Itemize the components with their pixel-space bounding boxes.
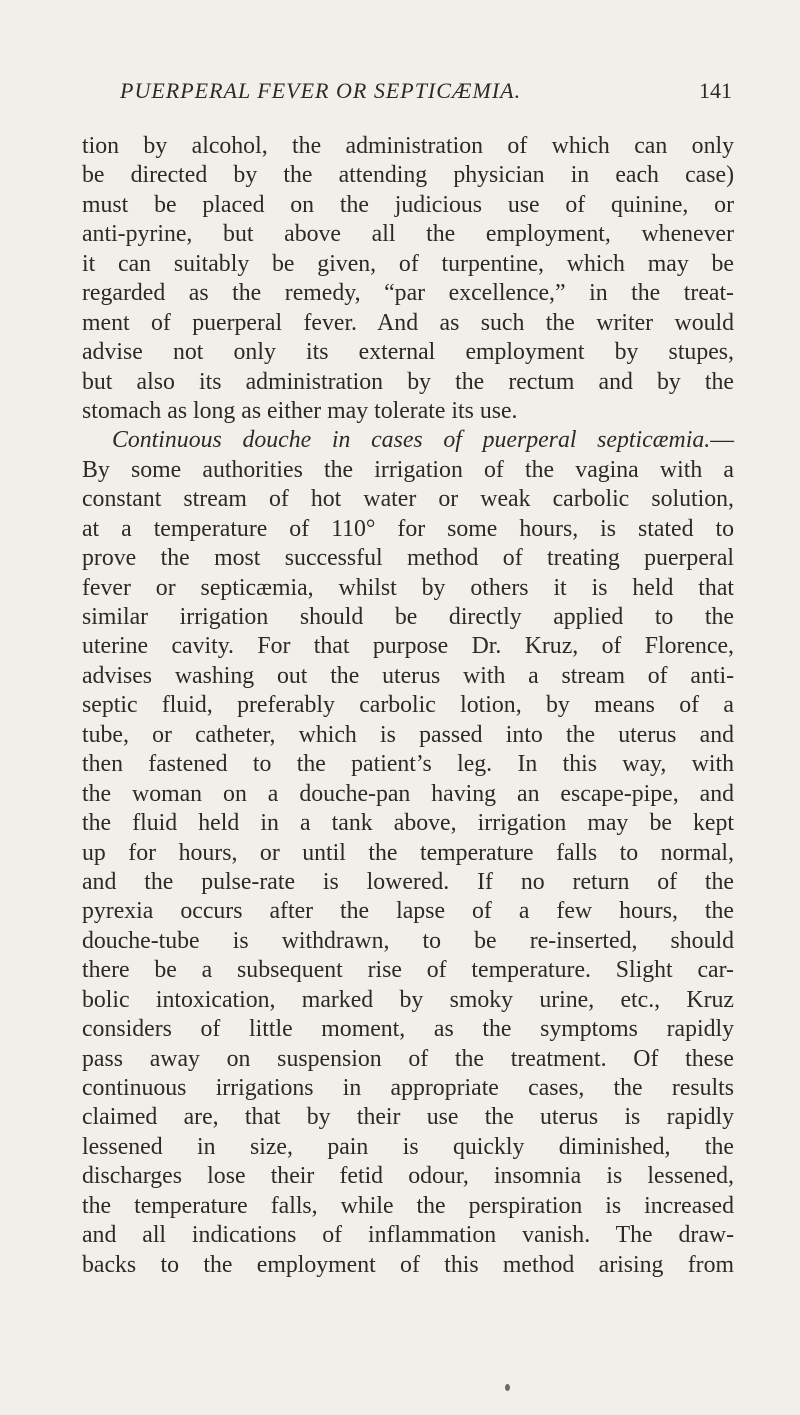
text-line: it can suitably be given, of turpentine, which may be	[82, 250, 734, 277]
text-line: constant stream of hot water or weak carbolic solution,	[82, 486, 734, 513]
text-line: lessened in size, pain is quickly diminished, the	[82, 1133, 734, 1160]
text-line: discharges lose their fetid odour, insomnia is lessened,	[82, 1163, 734, 1190]
text-line: pass away on suspension of the treatment. Of these	[82, 1045, 734, 1072]
text-line: septic fluid, preferably carbolic lotion, by means of a	[82, 692, 734, 719]
section-heading: Continuous douche in cases of puerperal septicæmia.	[112, 427, 711, 454]
running-head: PUERPERAL FEVER OR SEPTICÆMIA.	[120, 78, 522, 103]
text-line: and all indications of inflammation vanish. The draw-	[82, 1222, 734, 1249]
text-line: the temperature falls, while the perspiration is increased	[82, 1192, 734, 1219]
text-line: advises washing out the uterus with a stream of anti-	[82, 662, 734, 689]
text-line: advise not only its external employment by stupes,	[82, 339, 734, 366]
text-line: at a temperature of 110° for some hours, is stated to	[82, 515, 734, 542]
text-line: fever or septicæmia, whilst by others it is held that	[82, 574, 734, 601]
text-line: pyrexia occurs after the lapse of a few hours, the	[82, 898, 734, 925]
text-line: uterine cavity. For that purpose Dr. Kruz, of Florence,	[82, 633, 734, 660]
text-line: regarded as the remedy, “par excellence,” in the treat-	[82, 280, 734, 307]
text-line: anti-pyrine, but above all the employment, whenever	[82, 221, 734, 248]
text-line: considers of little moment, as the symptoms rapidly	[82, 1016, 734, 1043]
body-text	[82, 132, 734, 1280]
text-line: ment of puerperal fever. And as such the writer would	[82, 309, 734, 336]
text-line: the fluid held in a tank above, irrigation may be kept	[82, 810, 734, 837]
text-line: must be placed on the judicious use of quinine, or	[82, 191, 734, 218]
text-line: the woman on a douche-pan having an escape-pipe, and	[82, 780, 734, 807]
text-line: similar irrigation should be directly applied to the	[82, 604, 734, 630]
text-line: continuous irrigations in appropriate cases, the results	[82, 1075, 734, 1101]
text-line: claimed are, that by their use the uterus is rapidly	[82, 1104, 734, 1131]
text-line: tube, or catheter, which is passed into the uterus and	[82, 721, 734, 748]
text-line: then fastened to the patient’s leg. In this way, with	[82, 751, 734, 778]
text-line: douche-tube is withdrawn, to be re-inserted, should	[82, 927, 734, 954]
text-line: be directed by the attending physician in each case)	[82, 162, 734, 189]
page-header	[120, 78, 732, 112]
text-line: there be a subsequent rise of temperature. Slight car-	[82, 957, 734, 984]
text-line: bolic intoxication, marked by smoky urine, etc., Kruz	[82, 986, 734, 1013]
text-line: tion by alcohol, the administration of which can only	[82, 133, 734, 159]
text-line: prove the most successful method of treating puerperal	[82, 545, 734, 572]
page-number: 141	[699, 78, 732, 103]
text-line: up for hours, or until the temperature falls to normal,	[82, 839, 734, 866]
text-line: but also its administration by the rectum and by the	[82, 368, 734, 395]
ink-speck	[505, 1384, 510, 1391]
text-line: By some authorities the irrigation of the vagina with a	[82, 456, 734, 483]
text-line: and the pulse-rate is lowered. If no return of the	[82, 868, 734, 895]
text-line: backs to the employment of this method arising from	[82, 1251, 734, 1278]
section-heading-line: Continuous douche in cases of puerperal septicæmia.—	[112, 427, 734, 454]
text-line: stomach as long as either may tolerate its use.	[82, 397, 518, 424]
